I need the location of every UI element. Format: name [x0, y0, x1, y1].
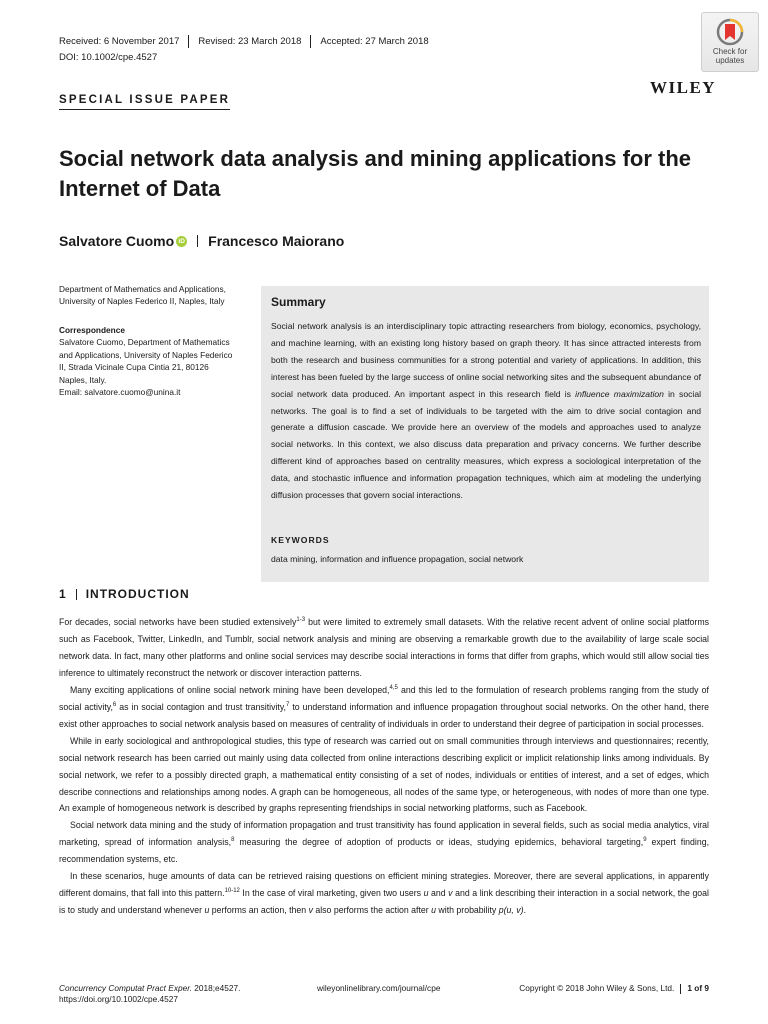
summary-heading: Summary: [271, 295, 326, 309]
citation-ref[interactable]: 9: [643, 837, 647, 844]
citation-ref[interactable]: 8: [231, 837, 235, 844]
body-text: [59, 614, 709, 919]
paragraph: Many exciting applications of online social network mining have been developed,$^{4,5}$ and this led to the formulation of research problems ranging from the study of social activity,$^6$ as in social contagion and trust transitivity,$^7$ to understand information and influence propagation throughout social networks. On the other hand, there exist other approaches to social network analysis based on measures of centrality of individuals in order to understand their degree of participation in social processes.: [59, 684, 709, 729]
check-label: Check for updates: [712, 47, 748, 65]
paper-type-label: SPECIAL ISSUE PAPER: [59, 94, 230, 110]
article-dates: [59, 35, 429, 48]
footer-site-link[interactable]: wileyonlinelibrary.com/journal/cpe: [317, 983, 441, 993]
section-heading: [59, 587, 190, 601]
paragraph: While in early sociological and anthropological studies, this type of research was carried out on small communities through interviews and questionnaires; recently, social network research has been carried out mainly using data collected from online interactions describing explicit or implicit relationship links among individuals. By social network, we refer to a possibly directed graph, a mathematical entity consisting of a set of nodes, individuals or entities of interest, and a set of edges, which describe connections and relationships among nodes. A graph can be homogeneous, all nodes of the same type, or heterogeneous, with nodes of more than one type. An example of homogeneous network is described by graphs representing friendships in social networking platforms, such as Facebook.: [59, 735, 709, 814]
check-for-updates-badge[interactable]: [701, 12, 759, 72]
doi: DOI: 10.1002/cpe.4527: [59, 52, 158, 63]
divider: [197, 235, 198, 247]
revised-date: Revised: 23 March 2018: [198, 36, 302, 47]
footer-right: [519, 983, 709, 994]
paper-title: Social network data analysis and mining applications for the Internet of Data: [59, 146, 692, 201]
keywords-heading: KEYWORDS: [271, 535, 330, 545]
publisher-logo: WILEY: [650, 78, 717, 97]
divider: [680, 984, 681, 994]
author-name[interactable]: Salvatore Cuomo: [59, 233, 175, 249]
bookmark-icon: [716, 18, 744, 46]
footer-citation: Concurrency Computat Pract Exper. 2018;e4527. https://doi.org/10.1002/cpe.4527: [59, 983, 241, 1004]
paragraph: In these scenarios, huge amounts of data can be retrieved raising questions on efficient mining strategies. Moreover, there are several applications, in apparently different domains, that fall into this pattern.$^{10-12}$ In the case of viral marketing, given two users u and v and a link describing their interaction in a social network, the goal is to study and understand whenever u performs an action, then v also performs the action after u with probability p(u, v).: [59, 871, 709, 916]
summary-text: Social network analysis is an interdisciplinary topic attracting researchers from biology, economics, psychology, and machine learning, with an existing long history based on graph theory. It has since attracted interests from both the research and business communities for a strong potential and variety of applications. In addition, this interest has been fueled by the large success of online social networking sites and the subsequent abundance of social network data produced. An important aspect in this research field is influence maximization in social networks. The goal is to find a set of individuals to be targeted with the aim to drive social contagion and generate a diffusion cascade. We provide here an overview of the models and approaches used to analyze social networks. In this context, we also discuss data preparation and privacy concerns. We further describe different kind of approaches based on centrality measures, which express a sociological interpretation of the data, and stochastic influence and information propagation techniques, which aim at modeling the underlying diffusion processes that govern social interactions.: [271, 321, 702, 501]
paragraph: Social network data mining and the study of information propagation and trust transitivity has found application in several fields, such as social media analytics, viral marketing, spread of information analysis,$^8$ measuring the degree of adoption of products or ideas, studying epidemics, behavioral targeting,$^9$ expert finding, recommendation systems, etc.: [59, 820, 710, 865]
summary-box: [261, 286, 709, 582]
section-title: INTRODUCTION: [85, 587, 190, 601]
received-date: Received: 6 November 2017: [59, 36, 180, 47]
page-number: 1 of 9: [687, 983, 709, 993]
author-list: [59, 233, 344, 249]
orcid-icon[interactable]: iD: [176, 236, 187, 247]
affiliation: Department of Mathematics and Applications, University of Naples Federico II, Naples, Italy: [59, 284, 226, 307]
correspondence-email[interactable]: Email: salvatore.cuomo@unina.it: [59, 387, 181, 398]
keywords: data mining, information and influence propagation, social network: [271, 554, 524, 564]
accepted-date: Accepted: 27 March 2018: [320, 36, 429, 47]
citation-ref[interactable]: 4,5: [389, 684, 398, 691]
page-footer: [59, 979, 709, 1007]
correspondence-heading: Correspondence: [59, 325, 125, 335]
divider: [188, 35, 189, 48]
paragraph: For decades, social networks have been studied extensively$^{1-3}$ but were limited to extremely small datasets. With the relative recent advent of online social platforms such as Facebook, Twitter, LinkedIn, and Tumblr, social network analysis and mining are observing a remarkable growth due to the availability of large scale social network data. In fact, many other platforms and online social services may describe social interactions in forms that differ from graphs, which would still allow social ties inference to ultimately reconstruct the network or discover interaction patterns.: [59, 617, 709, 678]
footer-doi-link[interactable]: https://doi.org/10.1002/cpe.4527: [59, 994, 179, 1004]
citation-ref[interactable]: 7: [286, 701, 290, 708]
section-number: 1: [59, 587, 67, 601]
correspondence: Correspondence Salvatore Cuomo, Department of Mathematics and Applications, University of Naples Federico II, Strada Vicinale Cupa Cintia 21, 80126 Naples, Italy. Email: salvatore.cuomo@unina.it: [59, 324, 254, 398]
copyright: Copyright © 2018 John Wiley & Sons, Ltd.: [519, 983, 675, 993]
citation-ref[interactable]: 1-3: [296, 617, 306, 623]
citation-ref[interactable]: 6: [112, 701, 117, 708]
divider: [76, 589, 77, 600]
divider: [310, 35, 311, 48]
citation-ref[interactable]: 10-12: [224, 888, 240, 895]
author-name[interactable]: Francesco Maiorano: [208, 233, 345, 249]
